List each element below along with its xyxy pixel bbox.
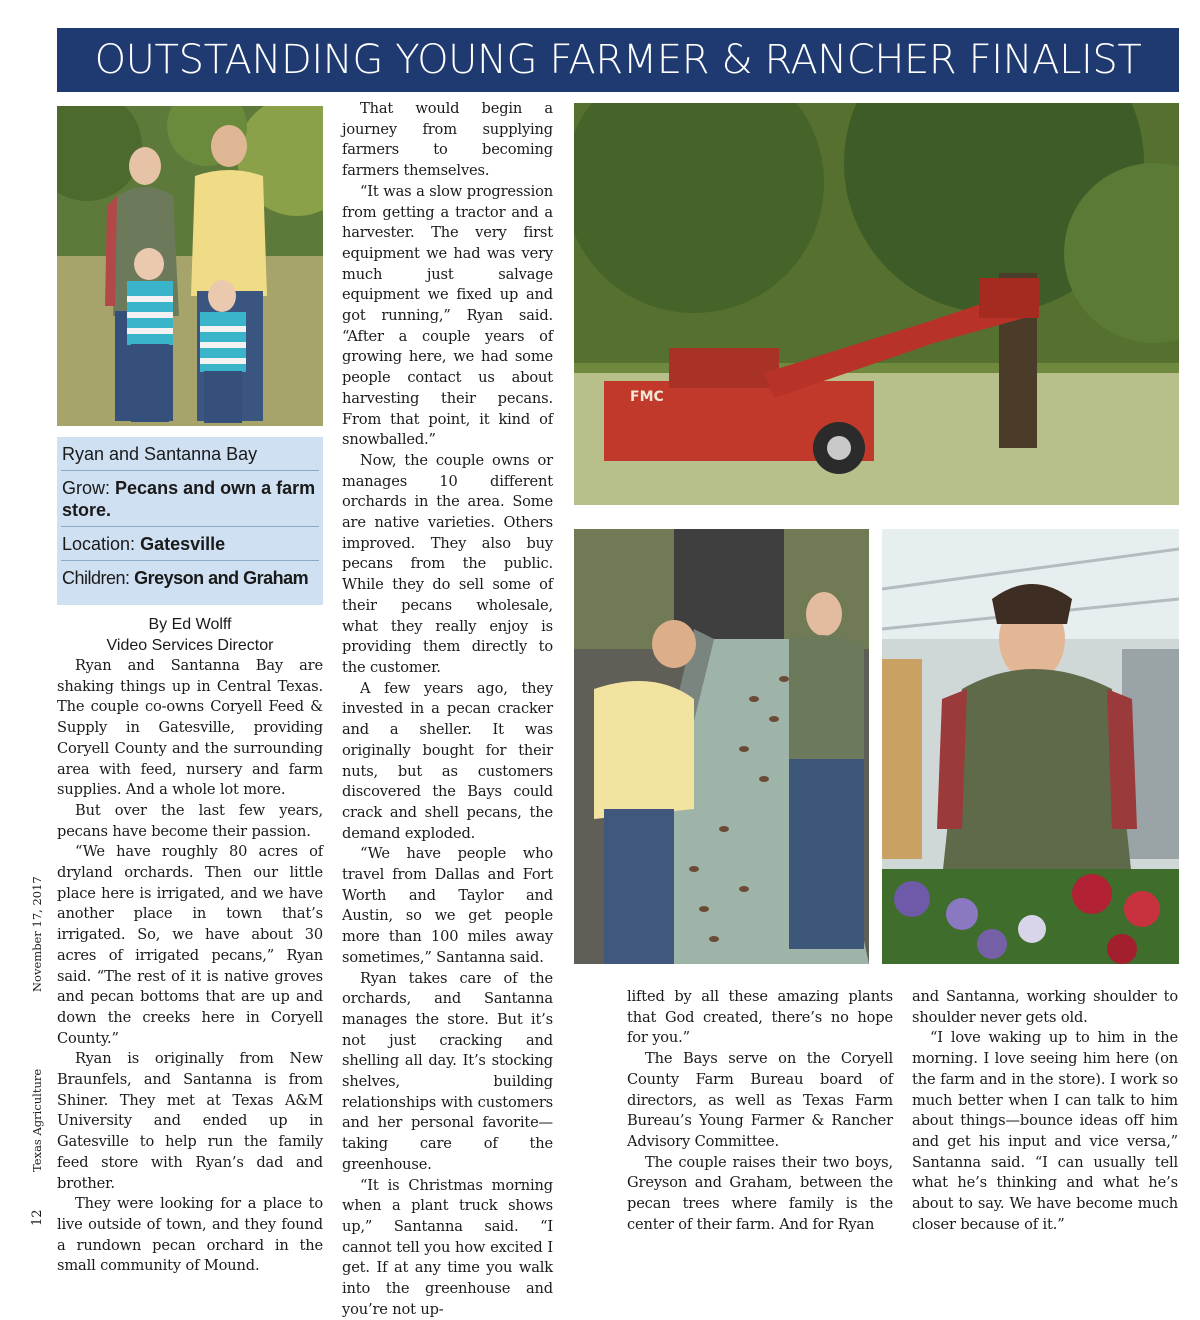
article-paragraph: Now, the couple owns or manages 10 different orchards in the area. Some are native varieties. Others improved. They also buy pecans from the public. While they do sell some of their pecans wholesale, what they really enjoy is providing them directly to the customer. [342, 451, 553, 676]
profile-grow: Grow: Pecans and own a farm store. [61, 471, 319, 527]
article-paragraph: Ryan takes care of the orchards, and Santanna manages the store. But it’s not just cracking and shelling all day. It’s stocking shelves, building relationships with customers and her personal favorite—taking care of the greenhouse. [342, 969, 553, 1173]
article-paragraph: “It was a slow progression from getting a tractor and a harvester. The very first equipment we had was very much just salvage equipment we fixed up and got running,” Ryan said. “After a couple years of growing here, we had some people contact us about harvesting their pecans. From that point, it kind of snowballed.” [342, 182, 553, 449]
article-paragraph: “It is Christmas morning when a plant truck shows up,” Santanna said. “I cannot tell you how excited I get. If at any time you walk into the greenhouse and you’re not up- [342, 1176, 553, 1318]
byline-author: By Ed Wolff [148, 616, 232, 633]
issue-date: November 17, 2017 [30, 876, 44, 992]
byline [57, 614, 323, 656]
article-paragraph: They were looking for a place to live outside of town, and they found a rundown pecan orchard in the small community of Mound. [57, 1195, 323, 1275]
profile-location: Location: Gatesville [61, 527, 319, 561]
article-paragraph: Ryan is originally from New Braunfels, and Santanna is from Shiner. They met at Texas A&M University and ended up in Gatesville to help run the family feed store with Ryan’s dad and brother. [57, 1050, 323, 1192]
header-banner [57, 28, 1179, 92]
article-paragraph: and Santanna, working shoulder to shoulder never gets old. [912, 988, 1178, 1026]
article-paragraph: Ryan and Santanna Bay are shaking things up in Central Texas. The couple co-owns Coryell Feed & Supply in Gatesville, providing Coryell County and the surrounding area with feed, nursery and farm supplies. And a whole lot more. [57, 657, 323, 799]
article-paragraph: “I love waking up to him in the morning. I love seeing him here (on the farm and in the store). I work so much better when I can talk to him about things—bounce ideas off him and get his input and vice versa,” Santanna said. “I can usually tell what he’s thinking and what he’s about to say. We have become much closer because of it.” [912, 1029, 1178, 1233]
article-paragraph: lifted by all these amazing plants that God created, there’s no hope for you.” [627, 988, 893, 1047]
article-paragraph: A few years ago, they invested in a pecan cracker and a sheller. It was originally bought for their nuts, but as customers discovered the Bays could crack and shell pecans, the demand exploded. [342, 679, 553, 842]
article-paragraph: The Bays serve on the Coryell County Farm Bureau board of directors, as well as Texas Farm Bureau’s Young Farmer & Rancher Advisory Committee. [627, 1050, 893, 1150]
profile-names: Ryan and Santanna Bay [61, 437, 319, 471]
article-paragraph: “We have people who travel from Dallas and Fort Worth and Taylor and Austin, so we get people more than 100 miles away sometimes,” Santanna said. [342, 845, 553, 966]
article-paragraph: The couple raises their two boys, Greyson and Graham, between the pecan trees where family is the center of their farm. And for Ryan [627, 1153, 893, 1233]
greenhouse-photo [882, 529, 1179, 964]
page-number: 12 [30, 1209, 45, 1226]
harvester-brand-label: FMC [630, 389, 664, 405]
article-column-3 [627, 987, 893, 1235]
pecan-harvester-photo [574, 103, 1179, 505]
pecan-sorting-photo [574, 529, 869, 964]
article-column-4 [912, 987, 1178, 1235]
profile-children: Children: Greyson and Graham [62, 568, 309, 588]
byline-role: Video Services Director [106, 637, 274, 654]
family-photo [57, 106, 323, 426]
profile-box [57, 437, 323, 605]
page-title: OUTSTANDING YOUNG FARMER & RANCHER FINALIST [94, 37, 1142, 83]
article-paragraph: That would begin a journey from supplying farmers to becoming farmers themselves. [342, 100, 553, 180]
article-paragraph: But over the last few years, pecans have become their passion. [57, 801, 323, 840]
article-column-1 [57, 656, 323, 1277]
article-column-2 [342, 99, 553, 1320]
publication-name: Texas Agriculture [30, 1068, 44, 1172]
article-paragraph: “We have roughly 80 acres of dryland orchards. Then our little place here is irrigated, and we have another place in town that’s irrigated. So, we have about 30 acres of irrigated pecans,” Ryan said. “The rest of it is native groves and pecan bottoms that are up and down the creeks here in Coryell County.” [57, 843, 323, 1047]
